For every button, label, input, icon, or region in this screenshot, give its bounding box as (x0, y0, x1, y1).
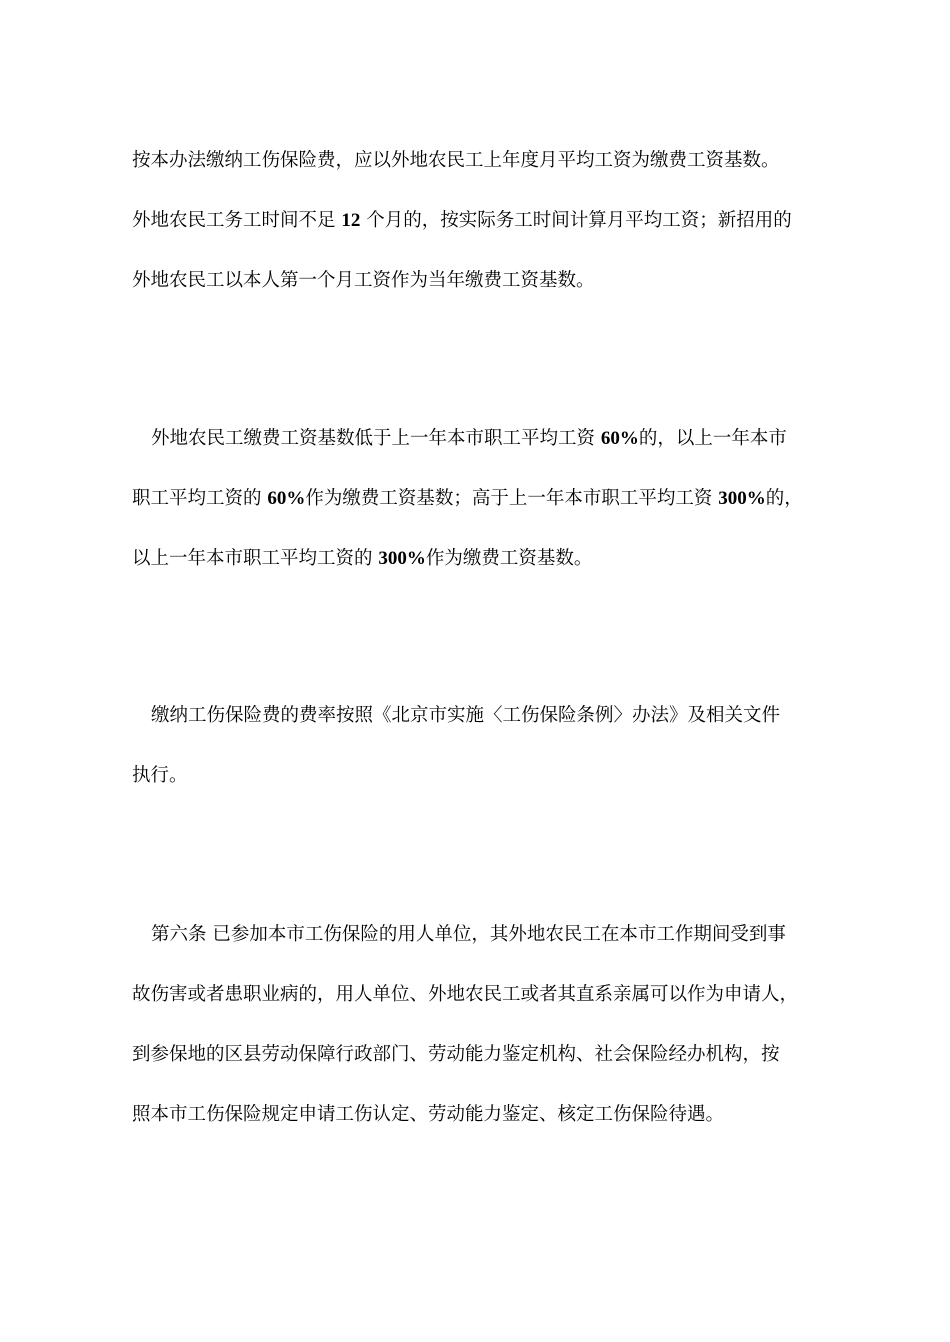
text-line (132, 546, 822, 606)
number-text: 300% (718, 488, 766, 509)
text-line: 按本办法缴纳工伤保险费，应以外地农民工上年度月平均工资为缴费工资基数。 (132, 150, 780, 171)
text-line: 到参保地的区县劳动保障行政部门、劳动能力鉴定机构、社会保险经办机构，按 (132, 1044, 780, 1065)
text-line: 执行。 (132, 765, 188, 786)
paragraph-contribution-base (132, 148, 822, 328)
paragraph-rate (132, 703, 822, 823)
text-line (132, 208, 822, 268)
number-text: 60% (267, 488, 306, 509)
text-line: 照本市工伤保险规定申请工伤认定、劳动能力鉴定、核定工伤保险待遇。 (132, 1104, 725, 1125)
text-line: 第六条 已参加本市工伤保险的用人单位，其外地农民工在本市工作期间受到事 (151, 924, 786, 945)
number-text: 300% (378, 548, 426, 569)
text-line (132, 426, 822, 486)
text-segment: 的，以上一年本市 (638, 428, 787, 449)
text-line: 缴纳工伤保险费的费率按照《北京市实施〈工伤保险条例〉办法》及相关文件 (151, 705, 781, 726)
number-text: 60% (600, 428, 639, 449)
text-segment: 以上一年本市职工平均工资的 (132, 548, 379, 569)
paragraph-base-limits (132, 426, 822, 606)
text-segment: 作为缴费工资基数。 (425, 548, 593, 569)
number-text: 12 (341, 210, 361, 231)
text-segment: 外地农民工缴费工资基数低于上一年本市职工平均工资 (151, 428, 601, 449)
text-segment: 个月的，按实际务工时间计算月平均工资；新招用的 (360, 210, 792, 231)
text-line (132, 486, 822, 546)
text-segment: 的， (765, 488, 803, 509)
text-line: 外地农民工以本人第一个月工资作为当年缴费工资基数。 (132, 270, 595, 291)
paragraph-article-six (132, 922, 822, 1162)
text-segment: 作为缴费工资基数；高于上一年本市职工平均工资 (305, 488, 719, 509)
text-segment: 外地农民工务工时间不足 (132, 210, 342, 231)
text-segment: 职工平均工资的 (132, 488, 268, 509)
text-line: 故伤害或者患职业病的，用人单位、外地农民工或者其直系亲属可以作为申请人， (132, 984, 799, 1005)
